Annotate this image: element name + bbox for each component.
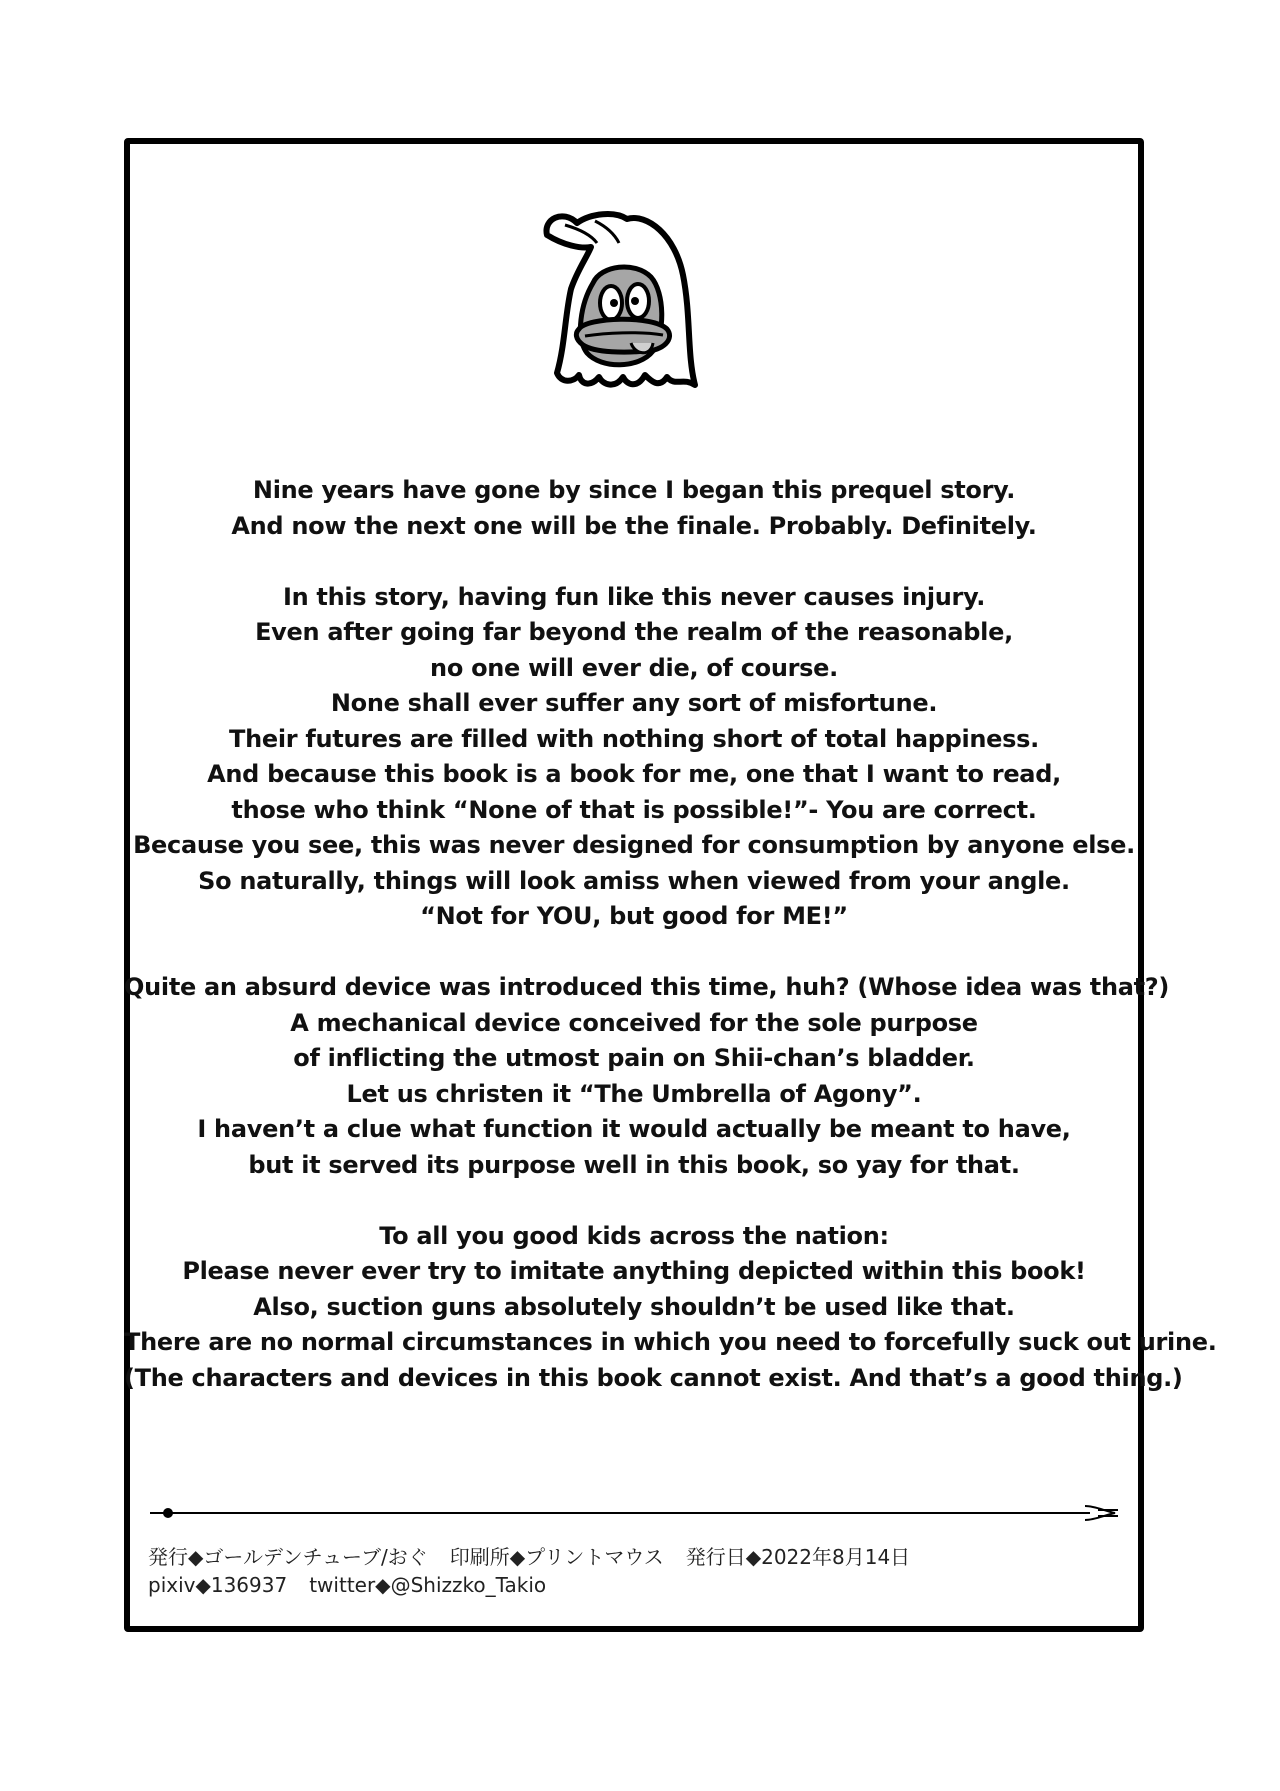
paragraph-story bbox=[124, 580, 1144, 935]
message-line: Quite an absurd device was introduced this time, huh? (Whose idea was that?) bbox=[124, 973, 1170, 1001]
message-line: I haven’t a clue what function it would actually be meant to have, bbox=[197, 1115, 1071, 1143]
message-line: To all you good kids across the nation: bbox=[379, 1221, 889, 1250]
message-line: Please never ever try to imitate anything depicted within this book! bbox=[182, 1257, 1086, 1285]
message-line: Even after going far beyond the realm of the reasonable, bbox=[255, 618, 1013, 646]
message-line: “Not for YOU, but good for ME!” bbox=[420, 902, 848, 930]
message-line: no one will ever die, of course. bbox=[430, 653, 838, 682]
message-line: those who think “None of that is possible!”- You are correct. bbox=[231, 795, 1037, 824]
colophon-row-publication bbox=[148, 1543, 910, 1571]
printer-credit: 印刷所◆プリントマウス bbox=[449, 1545, 664, 1569]
message-line: In this story, having fun like this never causes injury. bbox=[282, 582, 986, 611]
pixiv-id: pixiv◆136937 bbox=[148, 1573, 288, 1597]
duck-ghost-mascot-icon bbox=[535, 205, 710, 395]
message-line: Nine years have gone by since I began this prequel story. bbox=[252, 476, 1016, 504]
message-line: (The characters and devices in this book cannot exist. And that’s a good thing.) bbox=[124, 1363, 1183, 1392]
message-line: None shall ever suffer any sort of misfortune. bbox=[330, 689, 938, 717]
message-line: Because you see, this was never designed for consumption by anyone else. bbox=[133, 831, 1135, 859]
message-line: Also, suction guns absolutely shouldn’t be used like that. bbox=[253, 1292, 1015, 1321]
message-line: And because this book is a book for me, one that I want to read, bbox=[207, 760, 1061, 788]
publisher-credit: 発行◆ゴールデンチューブ/おぐ bbox=[148, 1545, 428, 1569]
paragraph-intro bbox=[124, 473, 1144, 544]
twitter-handle: twitter◆@Shizzko_Takio bbox=[309, 1573, 547, 1597]
message-line: of inflicting the utmost pain on Shii-chan’s bladder. bbox=[293, 1044, 975, 1072]
colophon bbox=[148, 1543, 910, 1599]
message-line: A mechanical device conceived for the sole purpose bbox=[290, 1008, 978, 1037]
message-line: There are no normal circumstances in which you need to forcefully suck out urine. bbox=[124, 1328, 1217, 1356]
message-line: Their futures are filled with nothing short of total happiness. bbox=[229, 724, 1039, 753]
paragraph-device bbox=[124, 970, 1170, 1183]
message-line: So naturally, things will look amiss when viewed from your angle. bbox=[198, 866, 1070, 895]
pen-divider-icon bbox=[150, 1503, 1120, 1523]
message-line: but it served its purpose well in this book, so yay for that. bbox=[248, 1150, 1020, 1179]
colophon-row-social bbox=[148, 1571, 910, 1599]
paragraph-warning bbox=[124, 1219, 1217, 1397]
message-line: And now the next one will be the finale. Probably. Definitely. bbox=[231, 511, 1037, 540]
publication-date: 発行日◆2022年8月14日 bbox=[685, 1545, 911, 1569]
afterword-message bbox=[124, 473, 1217, 1396]
message-line: Let us christen it “The Umbrella of Agony”. bbox=[346, 1079, 922, 1108]
